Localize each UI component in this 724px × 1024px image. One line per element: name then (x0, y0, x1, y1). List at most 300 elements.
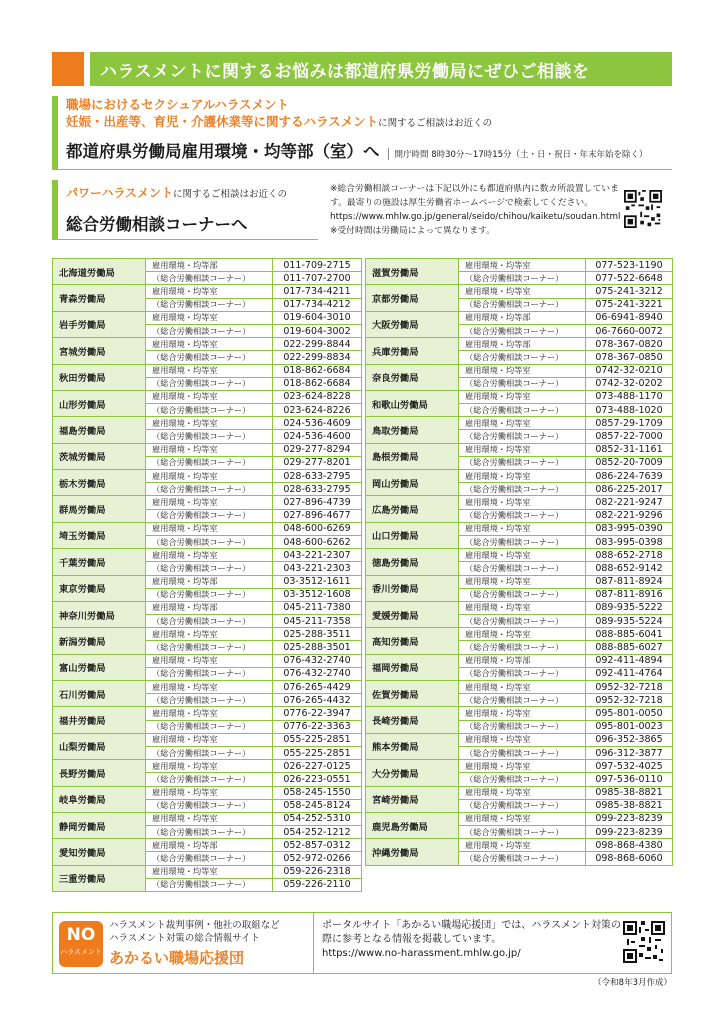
department-label: 雇用環境・均等室 (146, 760, 273, 773)
corner-label: （総合労働相談コーナー） (459, 272, 586, 285)
creation-date: （令和8年3月作成） (593, 978, 672, 988)
corner-label: （総合労働相談コーナー） (459, 351, 586, 364)
department-label: 雇用環境・均等室 (146, 522, 273, 535)
department-phone: 0776-22-3947 (273, 707, 362, 720)
corner-phone: 0742-32-0202 (586, 377, 673, 390)
corner-phone: 052-972-0266 (273, 852, 362, 865)
corner-label: （総合労働相談コーナー） (146, 404, 273, 417)
corner-label: （総合労働相談コーナー） (146, 483, 273, 496)
corner-phone: 022-299-8834 (273, 351, 362, 364)
office-name: 栃木労働局 (53, 470, 146, 496)
department-label: 雇用環境・均等室 (146, 733, 273, 746)
banner-title: ハラスメントに関するお悩みは都道府県労働局にぜひご相談を (90, 52, 672, 86)
office-name: 山梨労働局 (53, 733, 146, 759)
office-name: 茨城労働局 (53, 443, 146, 469)
office-row (53, 601, 362, 614)
corner-phone: 043-221-2303 (273, 562, 362, 575)
corner-label: （総合労働相談コーナー） (459, 298, 586, 311)
department-label: 雇用環境・均等室 (146, 338, 273, 351)
corner-label: （総合労働相談コーナー） (146, 799, 273, 812)
banner-square (52, 52, 84, 86)
office-name: 北海道労働局 (53, 259, 146, 285)
office-row (366, 364, 673, 377)
corner-phone: 096-312-3877 (586, 746, 673, 759)
department-phone: 086-224-7639 (586, 470, 673, 483)
office-name: 滋賀労働局 (366, 259, 459, 285)
office-name: 広島労働局 (366, 496, 459, 522)
corner-phone: 098-868-6060 (586, 852, 673, 865)
office-name: 奈良労働局 (366, 364, 459, 390)
corner-label: （総合労働相談コーナー） (146, 351, 273, 364)
department-label: 雇用環境・均等室 (459, 681, 586, 694)
corner-phone: 0985-38-8821 (586, 799, 673, 812)
corner-phone: 059-226-2110 (273, 878, 362, 891)
corner-label: （総合労働相談コーナー） (459, 852, 586, 865)
department-phone: 028-633-2795 (273, 470, 362, 483)
corner-label: （総合労働相談コーナー） (146, 694, 273, 707)
corner-phone: 024-536-4600 (273, 430, 362, 443)
corner-label: （総合労働相談コーナー） (459, 377, 586, 390)
brand-name: あかるい職場応援団 (109, 949, 245, 967)
office-name: 兵庫労働局 (366, 338, 459, 364)
no-harassment-logo: NO ハラスメント (59, 921, 103, 967)
department-phone: 092-411-4894 (586, 654, 673, 667)
corner-phone: 011-707-2700 (273, 272, 362, 285)
office-name: 福井労働局 (53, 707, 146, 733)
department-label: 雇用環境・均等室 (459, 575, 586, 588)
department-label: 雇用環境・均等室 (459, 285, 586, 298)
office-name: 石川労働局 (53, 681, 146, 707)
department-label: 雇用環境・均等室 (146, 417, 273, 430)
department-label: 雇用環境・均等室 (459, 364, 586, 377)
department-label: 雇用環境・均等室 (459, 839, 586, 852)
corner-phone: 087-811-8916 (586, 588, 673, 601)
corner-label: （総合労働相談コーナー） (146, 641, 273, 654)
corner-phone: 076-432-2740 (273, 667, 362, 680)
corner-phone: 028-633-2795 (273, 483, 362, 496)
office-name: 岡山労働局 (366, 470, 459, 496)
office-row (53, 812, 362, 825)
office-name: 宮崎労働局 (366, 786, 459, 812)
corner-label: （総合労働相談コーナー） (146, 509, 273, 522)
office-row (366, 839, 673, 852)
department-label: 雇用環境・均等部 (459, 338, 586, 351)
office-name: 東京労働局 (53, 575, 146, 601)
office-row (53, 443, 362, 456)
office-name: 京都労働局 (366, 285, 459, 311)
department-label: 雇用環境・均等部 (146, 601, 273, 614)
department-phone: 06-6941-8940 (586, 311, 673, 324)
department-phone: 055-225-2851 (273, 733, 362, 746)
office-name: 新潟労働局 (53, 628, 146, 654)
office-row (53, 681, 362, 694)
department-phone: 0857-29-1709 (586, 417, 673, 430)
corner-label: （総合労働相談コーナー） (146, 878, 273, 891)
office-row (366, 259, 673, 272)
department-phone: 029-277-8294 (273, 443, 362, 456)
corner-phone: 086-225-2017 (586, 483, 673, 496)
corner-label: （総合労働相談コーナー） (146, 562, 273, 575)
office-row (366, 549, 673, 562)
corner-phone: 018-862-6684 (273, 377, 362, 390)
corner-label: （総合労働相談コーナー） (146, 615, 273, 628)
office-row (366, 601, 673, 614)
office-row (366, 733, 673, 746)
office-row (53, 654, 362, 667)
corner-phone: 019-604-3002 (273, 324, 362, 337)
department-phone: 0852-31-1161 (586, 443, 673, 456)
office-row (366, 786, 673, 799)
office-row (53, 549, 362, 562)
office-name: 青森労働局 (53, 285, 146, 311)
corner-phone: 088-652-9142 (586, 562, 673, 575)
department-phone: 099-223-8239 (586, 812, 673, 825)
corner-label: （総合労働相談コーナー） (459, 324, 586, 337)
department-phone: 024-536-4609 (273, 417, 362, 430)
office-name: 大分労働局 (366, 760, 459, 786)
office-name: 山形労働局 (53, 390, 146, 416)
office-name: 長野労働局 (53, 760, 146, 786)
department-label: 雇用環境・均等室 (146, 654, 273, 667)
note-hours: ※受付時間は労働局によって異なります。 (330, 226, 496, 236)
office-row (53, 760, 362, 773)
office-row (53, 575, 362, 588)
corner-phone: 025-288-3501 (273, 641, 362, 654)
corner-phone: 026-223-0551 (273, 773, 362, 786)
office-row (366, 443, 673, 456)
office-row (53, 628, 362, 641)
office-row (366, 654, 673, 667)
office-row (53, 786, 362, 799)
department-phone: 026-227-0125 (273, 760, 362, 773)
corner-label: （総合労働相談コーナー） (459, 826, 586, 839)
corner-label: （総合労働相談コーナー） (146, 535, 273, 548)
office-name: 島根労働局 (366, 443, 459, 469)
department-label: 雇用環境・均等室 (146, 496, 273, 509)
department-phone: 048-600-6269 (273, 522, 362, 535)
department-label: 雇用環境・均等部 (146, 839, 273, 852)
office-row (53, 839, 362, 852)
corner-label: （総合労働相談コーナー） (459, 694, 586, 707)
department-label: 雇用環境・均等室 (146, 285, 273, 298)
corner-label: （総合労働相談コーナー） (459, 456, 586, 469)
department-phone: 043-221-2307 (273, 549, 362, 562)
office-row (366, 496, 673, 509)
office-row (53, 522, 362, 535)
corner-phone: 097-536-0110 (586, 773, 673, 786)
department-label: 雇用環境・均等室 (146, 681, 273, 694)
department-label: 雇用環境・均等室 (459, 417, 586, 430)
corner-phone: 073-488-1020 (586, 404, 673, 417)
department-label: 雇用環境・均等室 (146, 364, 273, 377)
office-name: 三重労働局 (53, 865, 146, 891)
department-label: 雇用環境・均等室 (146, 812, 273, 825)
office-table-left (52, 258, 362, 892)
office-row (366, 707, 673, 720)
office-name: 宮城労働局 (53, 338, 146, 364)
corner-label: （総合労働相談コーナー） (459, 746, 586, 759)
equal-employment-heading: 都道府県労働局雇用環境・均等部（室）へ (66, 142, 380, 161)
header-banner (52, 52, 672, 86)
office-name: 長崎労働局 (366, 707, 459, 733)
department-phone: 082-221-9247 (586, 496, 673, 509)
office-name: 愛知労働局 (53, 839, 146, 865)
department-label: 雇用環境・均等室 (146, 390, 273, 403)
corner-label: （総合労働相談コーナー） (459, 562, 586, 575)
corner-phone: 089-935-5224 (586, 615, 673, 628)
corner-label: （総合労働相談コーナー） (459, 430, 586, 443)
department-phone: 058-245-1550 (273, 786, 362, 799)
office-row (366, 285, 673, 298)
corner-phone: 095-801-0023 (586, 720, 673, 733)
department-label: 雇用環境・均等室 (459, 443, 586, 456)
corner-label: （総合労働相談コーナー） (459, 720, 586, 733)
corner-phone: 092-411-4764 (586, 667, 673, 680)
corner-phone: 0952-32-7218 (586, 694, 673, 707)
corner-phone: 06-7660-0072 (586, 324, 673, 337)
office-row (53, 865, 362, 878)
office-name: 熊本労働局 (366, 733, 459, 759)
qr-code-icon[interactable] (624, 190, 662, 228)
department-phone: 075-241-3212 (586, 285, 673, 298)
office-name: 鳥取労働局 (366, 417, 459, 443)
corner-phone: 055-225-2851 (273, 746, 362, 759)
department-label: 雇用環境・均等室 (459, 707, 586, 720)
corner-label: （総合労働相談コーナー） (459, 483, 586, 496)
corner-label: （総合労働相談コーナー） (459, 588, 586, 601)
office-row (53, 707, 362, 720)
department-phone: 076-432-2740 (273, 654, 362, 667)
equal-employment-section (52, 96, 672, 170)
department-label: 雇用環境・均等室 (146, 549, 273, 562)
portal-text: ポータルサイト「あかるい職場応援団」では、ハラスメント対策の際に参考となる情報を掲載しています。 (322, 920, 621, 945)
corner-phone: 0852-20-7009 (586, 456, 673, 469)
department-phone: 077-523-1190 (586, 259, 673, 272)
department-label: 雇用環境・均等室 (459, 760, 586, 773)
office-row (53, 733, 362, 746)
department-phone: 076-265-4429 (273, 681, 362, 694)
footer-desc-2: ハラスメント対策の総合情報サイト (109, 933, 261, 944)
department-phone: 059-226-2318 (273, 865, 362, 878)
office-row (53, 470, 362, 483)
corner-phone: 077-522-6648 (586, 272, 673, 285)
corner-phone: 0776-22-3363 (273, 720, 362, 733)
department-label: 雇用環境・均等室 (146, 470, 273, 483)
corner-phone: 078-367-0850 (586, 351, 673, 364)
department-label: 雇用環境・均等室 (459, 470, 586, 483)
office-row (366, 575, 673, 588)
office-name: 鹿児島労働局 (366, 812, 459, 838)
corner-label: （総合労働相談コーナー） (146, 456, 273, 469)
office-name: 福島労働局 (53, 417, 146, 443)
office-row (366, 522, 673, 535)
office-row (366, 760, 673, 773)
corner-label: （総合労働相談コーナー） (459, 641, 586, 654)
corner-label: （総合労働相談コーナー） (146, 746, 273, 759)
office-row (366, 470, 673, 483)
corner-label: （総合労働相談コーナー） (146, 324, 273, 337)
corner-phone: 03-3512-1608 (273, 588, 362, 601)
portal-qr-code-icon[interactable] (623, 921, 665, 963)
mhlw-link[interactable]: https://www.mhlw.go.jp/general/seido/chihou/kaiketu/soudan.html (330, 212, 621, 222)
department-label: 雇用環境・均等室 (146, 443, 273, 456)
corner-label: （総合労働相談コーナー） (459, 509, 586, 522)
office-row (53, 364, 362, 377)
department-label: 雇用環境・均等室 (459, 259, 586, 272)
department-label: 雇用環境・均等室 (459, 549, 586, 562)
office-hours: 開庁時間 8時30分～17時15分（土・日・祝日・年末年始を除く） (388, 148, 648, 160)
department-phone: 098-868-4380 (586, 839, 673, 852)
corner-label: （総合労働相談コーナー） (146, 826, 273, 839)
office-row (53, 285, 362, 298)
department-label: 雇用環境・均等室 (459, 812, 586, 825)
department-phone: 019-604-3010 (273, 311, 362, 324)
department-label: 雇用環境・均等室 (459, 733, 586, 746)
office-name: 埼玉労働局 (53, 522, 146, 548)
office-name: 富山労働局 (53, 654, 146, 680)
department-phone: 03-3512-1611 (273, 575, 362, 588)
office-name: 愛媛労働局 (366, 601, 459, 627)
department-label: 雇用環境・均等室 (146, 628, 273, 641)
department-label: 雇用環境・均等部 (146, 575, 273, 588)
department-phone: 022-299-8844 (273, 338, 362, 351)
office-row (366, 417, 673, 430)
department-phone: 089-935-5222 (586, 601, 673, 614)
department-phone: 025-288-3511 (273, 628, 362, 641)
department-phone: 023-624-8228 (273, 390, 362, 403)
corner-phone: 0857-22-7000 (586, 430, 673, 443)
corner-label: （総合労働相談コーナー） (146, 720, 273, 733)
office-row (366, 311, 673, 324)
portal-link[interactable]: https://www.no-harassment.mhlw.go.jp/ (322, 948, 521, 959)
corner-phone: 099-223-8239 (586, 826, 673, 839)
department-phone: 088-652-2718 (586, 549, 673, 562)
office-name: 千葉労働局 (53, 549, 146, 575)
office-name: 秋田労働局 (53, 364, 146, 390)
notes (330, 182, 622, 238)
corner-label: （総合労働相談コーナー） (459, 535, 586, 548)
office-row (53, 311, 362, 324)
corner-phone: 082-221-9296 (586, 509, 673, 522)
maternity-harassment-label: 妊娠・出産等、育児・介護休業等に関するハラスメントに関するご相談はお近くの (66, 114, 493, 129)
corner-phone: 045-211-7358 (273, 615, 362, 628)
office-row (53, 390, 362, 403)
department-phone: 011-709-2715 (273, 259, 362, 272)
corner-phone: 054-252-1212 (273, 826, 362, 839)
department-label: 雇用環境・均等室 (146, 311, 273, 324)
office-row (366, 681, 673, 694)
department-phone: 027-896-4739 (273, 496, 362, 509)
corner-phone: 017-734-4212 (273, 298, 362, 311)
department-phone: 087-811-8924 (586, 575, 673, 588)
corner-phone: 048-600-6262 (273, 535, 362, 548)
department-phone: 096-352-3865 (586, 733, 673, 746)
corner-label: （総合労働相談コーナー） (459, 404, 586, 417)
department-label: 雇用環境・均等室 (459, 522, 586, 535)
corner-phone: 076-265-4432 (273, 694, 362, 707)
office-row (366, 338, 673, 351)
department-phone: 054-252-5310 (273, 812, 362, 825)
consultation-corner-heading: 総合労働相談コーナーへ (66, 215, 248, 234)
department-label: 雇用環境・均等部 (459, 311, 586, 324)
corner-label: （総合労働相談コーナー） (459, 773, 586, 786)
office-name: 山口労働局 (366, 522, 459, 548)
department-phone: 083-995-0390 (586, 522, 673, 535)
office-name: 神奈川労働局 (53, 601, 146, 627)
corner-label: （総合労働相談コーナー） (146, 377, 273, 390)
department-phone: 078-367-0820 (586, 338, 673, 351)
office-name: 群馬労働局 (53, 496, 146, 522)
office-name: 岩手労働局 (53, 311, 146, 337)
corner-phone: 058-245-8124 (273, 799, 362, 812)
office-row (366, 390, 673, 403)
office-name: 岐阜労働局 (53, 786, 146, 812)
office-name: 和歌山労働局 (366, 390, 459, 416)
department-label: 雇用環境・均等室 (146, 865, 273, 878)
footer-box (52, 912, 672, 974)
department-label: 雇用環境・均等部 (146, 259, 273, 272)
corner-label: （総合労働相談コーナー） (146, 298, 273, 311)
department-phone: 0985-38-8821 (586, 786, 673, 799)
department-label: 雇用環境・均等室 (146, 786, 273, 799)
department-label: 雇用環境・均等室 (459, 390, 586, 403)
corner-label: （総合労働相談コーナー） (146, 588, 273, 601)
corner-label: （総合労働相談コーナー） (459, 667, 586, 680)
office-name: 徳島労働局 (366, 549, 459, 575)
corner-label: （総合労働相談コーナー） (459, 615, 586, 628)
office-row (366, 628, 673, 641)
department-phone: 088-885-6041 (586, 628, 673, 641)
corner-label: （総合労働相談コーナー） (146, 852, 273, 865)
corner-label: （総合労働相談コーナー） (146, 430, 273, 443)
department-phone: 0742-32-0210 (586, 364, 673, 377)
department-phone: 073-488-1170 (586, 390, 673, 403)
corner-phone: 029-277-8201 (273, 456, 362, 469)
department-label: 雇用環境・均等室 (459, 601, 586, 614)
corner-phone: 023-624-8226 (273, 404, 362, 417)
department-phone: 045-211-7380 (273, 601, 362, 614)
note-locations: ※総合労働相談コーナーは下記以外にも都道府県内に数カ所設置しています。最寄りの施設は厚生労働省ホームページで検索してください。 (330, 184, 619, 208)
office-row (53, 496, 362, 509)
department-phone: 017-734-4211 (273, 285, 362, 298)
office-name: 高知労働局 (366, 628, 459, 654)
office-name: 福岡労働局 (366, 654, 459, 680)
sexual-harassment-label: 職場におけるセクシュアルハラスメント (66, 97, 290, 112)
corner-label: （総合労働相談コーナー） (146, 667, 273, 680)
office-name: 大阪労働局 (366, 311, 459, 337)
power-harassment-section (52, 180, 318, 240)
department-phone: 097-532-4025 (586, 760, 673, 773)
office-table-right (365, 258, 673, 866)
power-harassment-label: パワーハラスメントに関するご相談はお近くの (66, 186, 288, 200)
office-name: 沖縄労働局 (366, 839, 459, 865)
department-phone: 052-857-0312 (273, 839, 362, 852)
corner-phone: 088-885-6027 (586, 641, 673, 654)
department-label: 雇用環境・均等室 (459, 786, 586, 799)
department-phone: 095-801-0050 (586, 707, 673, 720)
corner-phone: 027-896-4677 (273, 509, 362, 522)
department-label: 雇用環境・均等部 (459, 654, 586, 667)
office-name: 静岡労働局 (53, 812, 146, 838)
corner-label: （総合労働相談コーナー） (146, 773, 273, 786)
department-phone: 0952-32-7218 (586, 681, 673, 694)
office-row (53, 259, 362, 272)
department-phone: 018-862-6684 (273, 364, 362, 377)
office-name: 香川労働局 (366, 575, 459, 601)
corner-phone: 083-995-0398 (586, 535, 673, 548)
corner-label: （総合労働相談コーナー） (146, 272, 273, 285)
office-name: 佐賀労働局 (366, 681, 459, 707)
